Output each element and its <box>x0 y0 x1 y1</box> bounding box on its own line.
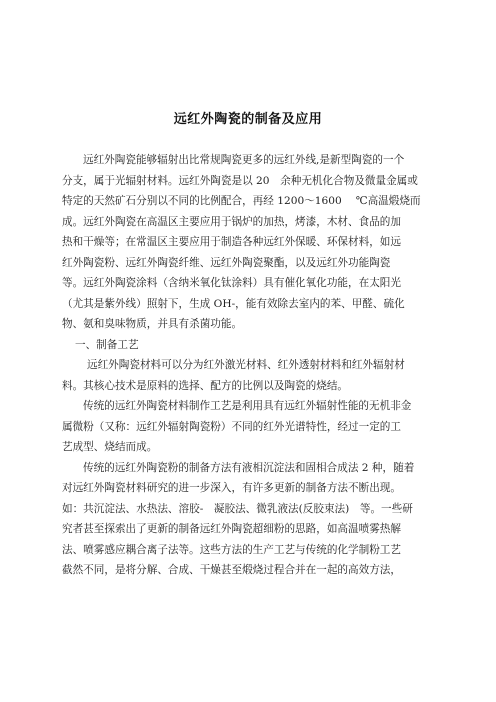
paragraph-line: 热和干燥等；在常温区主要应用于制造各种远红外保暖、环保材料，如远 <box>62 236 401 248</box>
paragraph-line: 物、氨和臭味物质，并具有杀菌功能。 <box>62 318 243 330</box>
paragraph-line: 属微粉（又称：远红外辐射陶瓷粉）不同的红外光谱特性，经过一定的工 <box>62 420 401 433</box>
section-heading: 一、制备工艺 <box>75 338 139 351</box>
paragraph-line: 截然不同，是将分解、合成、干燥甚至煅烧过程合并在一起的高效方法， <box>62 564 401 576</box>
document-body <box>62 150 436 581</box>
paragraph-line: 如：共沉淀法、水热法、溶胶- 凝胶法、微乳液法(反胶束法) 等。一些研 <box>62 502 413 515</box>
paragraph-line: 远红外陶瓷能够辐射出比常规陶瓷更多的远红外线,是新型陶瓷的一个 <box>83 154 405 166</box>
paragraph-line: 究者甚至探索出了更新的制备远红外陶瓷超细粉的思路，如高温喷雾热解 <box>62 523 401 535</box>
paragraph-line: 传统的远红外陶瓷材料制作工艺是利用具有远红外辐射性能的无机非金 <box>83 400 412 412</box>
paragraph-line: 料。其核心技术是原料的选择、配方的比例以及陶瓷的烧结。 <box>62 379 349 392</box>
paragraph-line: 远红外陶瓷材料可以分为红外激光材料、红外透射材料和红外辐射材 <box>87 359 405 371</box>
document-title: 远红外陶瓷的制备及应用 <box>173 112 323 127</box>
paragraph-line: 特定的天然矿石分别以不同的比例配合，再经 1200～1600 ℃高温煅烧而 <box>62 195 421 207</box>
paragraph-line: 艺成型、烧结而成。 <box>62 441 158 453</box>
paragraph-line: 红外陶瓷粉、远红外陶瓷纤维、远红外陶瓷聚酯，以及远红外功能陶瓷 <box>62 256 391 269</box>
paragraph-line: 分支，属于光辐射材料。远红外陶瓷是以 20 余种无机化合物及微量金属或 <box>62 174 418 187</box>
paragraph-line: 成。远红外陶瓷在高温区主要应用于锅炉的加热，烤漆，木材、食品的加 <box>62 215 401 228</box>
paragraph-line: 等。远红外陶瓷涂料（含纳米氧化钛涂料）具有催化氧化功能，在太阳光 <box>62 277 401 289</box>
paragraph-line: 法、喷雾感应耦合离子法等。这些方法的生产工艺与传统的化学制粉工艺 <box>62 543 401 556</box>
paragraph-line: 对远红外陶瓷材料研究的进一步深入，有许多更新的制备方法不断出现。 <box>62 482 401 494</box>
paragraph-line: （尤其是紫外线）照射下，生成 OH-，能有效除去室内的苯、甲醛、硫化 <box>62 297 405 310</box>
paragraph-line: 传统的远红外陶瓷粉的制备方法有液相沉淀法和固相合成法 2 种，随着 <box>83 461 415 474</box>
